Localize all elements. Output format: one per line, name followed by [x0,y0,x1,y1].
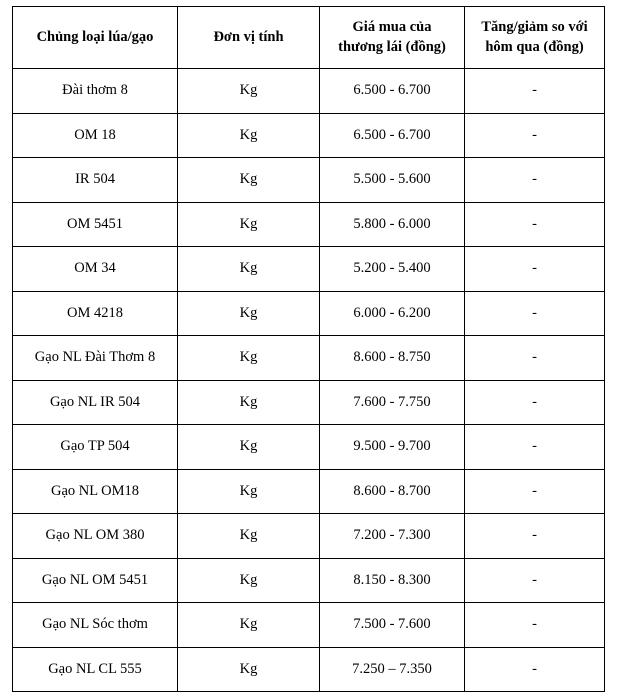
cell-change: - [465,469,605,514]
cell-unit: Kg [178,247,320,292]
cell-price: 8.600 - 8.700 [320,469,465,514]
table-row [13,469,605,514]
cell-change: - [465,558,605,603]
table-row [13,647,605,692]
table-row [13,514,605,559]
column-header-change-line-2: hôm qua (đồng) [485,38,584,55]
cell-product: Gạo TP 504 [13,425,178,470]
table-row [13,603,605,648]
column-header-change-line-1: Tăng/giảm so với [481,18,588,35]
cell-product: Gạo NL CL 555 [13,647,178,692]
cell-price: 5.200 - 5.400 [320,247,465,292]
table-row [13,202,605,247]
cell-product: Đài thơm 8 [13,69,178,114]
table-row [13,113,605,158]
cell-unit: Kg [178,647,320,692]
column-header-product [13,7,178,69]
cell-product: Gạo NL Đài Thơm 8 [13,336,178,381]
table-row [13,69,605,114]
column-header-price [320,7,465,69]
cell-change: - [465,291,605,336]
table-row [13,158,605,203]
cell-price: 6.000 - 6.200 [320,291,465,336]
cell-unit: Kg [178,469,320,514]
column-header-product-line-1: Chủng loại lúa/gạo [36,28,154,45]
column-header-price-line-2: thương lái (đồng) [338,38,446,55]
cell-price: 5.800 - 6.000 [320,202,465,247]
cell-change: - [465,158,605,203]
table-row [13,247,605,292]
cell-product: OM 4218 [13,291,178,336]
cell-unit: Kg [178,113,320,158]
column-header-price-line-1: Giá mua của [352,18,432,35]
cell-unit: Kg [178,603,320,648]
cell-product: Gạo NL Sóc thơm [13,603,178,648]
cell-change: - [465,113,605,158]
cell-unit: Kg [178,202,320,247]
cell-unit: Kg [178,514,320,559]
cell-unit: Kg [178,291,320,336]
cell-unit: Kg [178,158,320,203]
cell-price: 6.500 - 6.700 [320,113,465,158]
table-row [13,380,605,425]
table-row [13,558,605,603]
cell-price: 7.200 - 7.300 [320,514,465,559]
column-header-unit-line-1: Đơn vị tính [213,28,284,45]
cell-price: 9.500 - 9.700 [320,425,465,470]
cell-change: - [465,647,605,692]
cell-unit: Kg [178,558,320,603]
cell-product: OM 5451 [13,202,178,247]
cell-change: - [465,603,605,648]
cell-change: - [465,202,605,247]
cell-price: 7.250 – 7.350 [320,647,465,692]
document-page [0,6,624,687]
cell-price: 8.150 - 8.300 [320,558,465,603]
cell-change: - [465,336,605,381]
cell-change: - [465,69,605,114]
table-row [13,425,605,470]
table-row [13,291,605,336]
column-header-change [465,7,605,69]
table-header-row [13,7,605,69]
table-body [13,69,605,692]
cell-price: 7.600 - 7.750 [320,380,465,425]
table-row [13,336,605,381]
cell-price: 5.500 - 5.600 [320,158,465,203]
cell-price: 8.600 - 8.750 [320,336,465,381]
cell-change: - [465,514,605,559]
cell-unit: Kg [178,425,320,470]
cell-change: - [465,380,605,425]
cell-product: IR 504 [13,158,178,203]
cell-price: 7.500 - 7.600 [320,603,465,648]
cell-product: OM 34 [13,247,178,292]
column-header-unit [178,7,320,69]
table-header [13,7,605,69]
cell-price: 6.500 - 6.700 [320,69,465,114]
cell-unit: Kg [178,336,320,381]
rice-price-table [12,6,605,692]
cell-change: - [465,247,605,292]
cell-unit: Kg [178,380,320,425]
cell-product: OM 18 [13,113,178,158]
cell-product: Gạo NL OM 380 [13,514,178,559]
cell-product: Gạo NL OM18 [13,469,178,514]
cell-unit: Kg [178,69,320,114]
cell-product: Gạo NL OM 5451 [13,558,178,603]
cell-change: - [465,425,605,470]
cell-product: Gạo NL IR 504 [13,380,178,425]
